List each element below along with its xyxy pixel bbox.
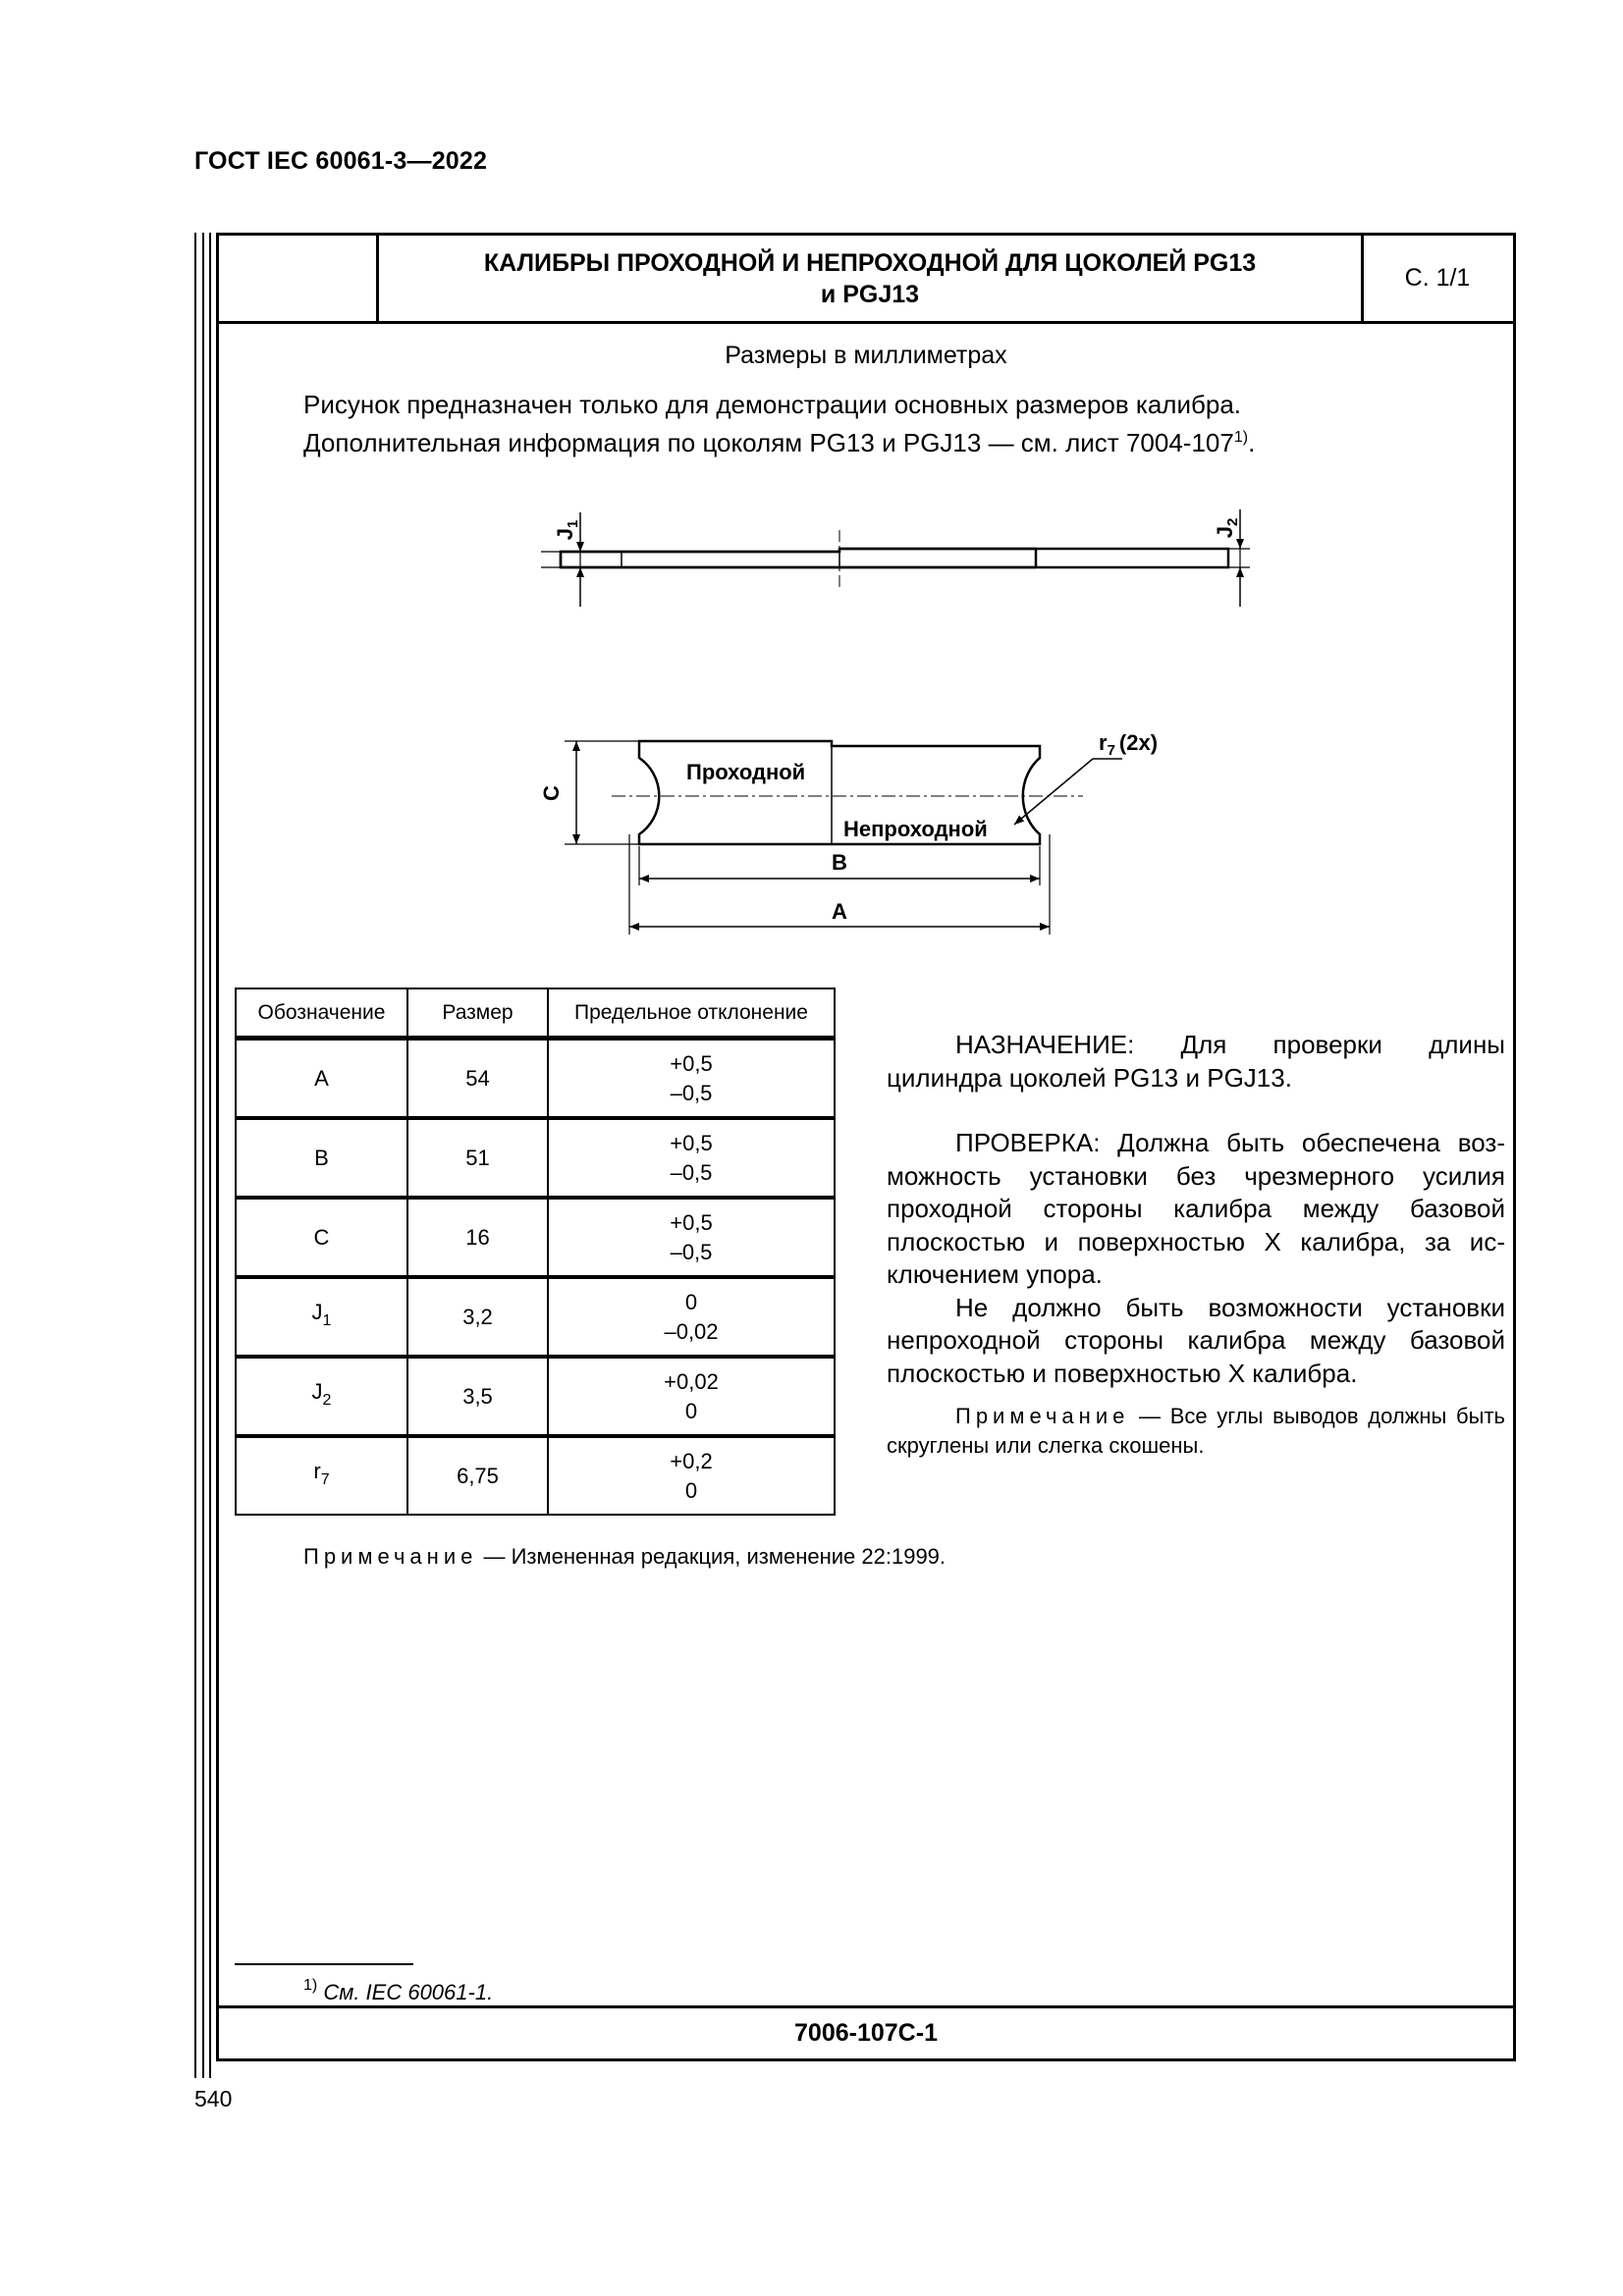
cell-tolerance: 0 –0,02 (548, 1277, 835, 1357)
cell-size: 16 (407, 1198, 548, 1277)
label-a: A (832, 899, 847, 924)
table-row (236, 1357, 835, 1436)
cell-tolerance: +0,5 –0,5 (548, 1118, 835, 1198)
spec-table (235, 988, 836, 1516)
side-note: Примечание — Все углы выводов должны быть скруглены или слегка скошены. (887, 1404, 1505, 1458)
sheet-number: С. 1/1 (1404, 264, 1471, 292)
cell-tolerance: +0,02 0 (548, 1357, 835, 1436)
cell-symbol: $J_2$ (236, 1357, 407, 1436)
table-header-row (236, 988, 835, 1039)
binding-line (194, 233, 196, 2078)
label-b: B (832, 850, 847, 875)
intro-line2: Дополнительная информация по цоколям PG13 и PGJ13 — см. лист 7004-107 (303, 428, 1234, 457)
cell-symbol: A (236, 1039, 407, 1119)
cell-symbol: $J_1$ (236, 1277, 407, 1357)
footnote: $^{1)}$ См. IEC 60061-1. (303, 1977, 494, 2004)
cell-size: 51 (407, 1118, 548, 1198)
cell-symbol: C (236, 1198, 407, 1277)
intro-line2-end: . (1248, 428, 1256, 457)
table-row (236, 1039, 835, 1119)
sheet-title-line2: и PGJ13 (820, 280, 920, 308)
document-header: ГОСТ IEC 60061-3—2022 (194, 147, 488, 175)
table-row (236, 1118, 835, 1198)
intro-footnote-mark: 1) (1233, 429, 1249, 446)
label-radius: $r_7$ (2x) (1099, 730, 1159, 759)
description-text (887, 1029, 1505, 1461)
cell-symbol: $r_7$ (236, 1436, 407, 1515)
side-view (561, 530, 1228, 589)
table-row (236, 1436, 835, 1515)
cell-size: 54 (407, 1039, 548, 1119)
page-number: 540 (194, 2086, 233, 2111)
radius-leader (1014, 759, 1093, 825)
side-view-outline (561, 549, 1228, 567)
binding-line (209, 233, 211, 2078)
gauge-drawing (219, 236, 1515, 982)
sheet-code: 7006-107C-1 (219, 2005, 1513, 2058)
cell-tolerance: +0,5 –0,5 (548, 1039, 835, 1119)
table-row (236, 1277, 835, 1357)
intro-line1: Рисунок предназначен только для демонстрации основных размеров калибра. (303, 390, 1242, 419)
cell-tolerance: +0,5 –0,5 (548, 1198, 835, 1277)
label-j2: $J_2$ (1213, 517, 1241, 539)
label-c: C (539, 785, 564, 801)
header-tolerance: Предельное отклонение (548, 988, 835, 1039)
label-no-go: Непроходной (843, 817, 988, 841)
check-paragraph: ПРОВЕРКА: Должна быть обеспечена возможность установки без чрезмерного усилия проходной стороны калибра между базовой плоскостью и поверхностью X калибра, за исключением упора. (887, 1128, 1505, 1289)
cell-size: 3,2 (407, 1277, 548, 1357)
cell-symbol: B (236, 1118, 407, 1198)
sheet-title-line1: КАЛИБРЫ ПРОХОДНОЙ И НЕПРОХОДНОЙ ДЛЯ ЦОКОЛЕЙ PG13 (483, 248, 1257, 277)
label-go: Проходной (686, 760, 806, 784)
dimensions-note: Размеры в миллиметрах (725, 342, 1007, 369)
cell-size: 6,75 (407, 1436, 548, 1515)
footnote-separator (235, 1963, 413, 1965)
revision-note: Примечание — Измененная редакция, изменение 22:1999. (303, 1544, 947, 1569)
label-j1: $J_1$ (553, 519, 581, 541)
check-paragraph-2: Не должно быть возможности установки непроходной стороны калибра между базовой плоскостью и поверхностью X калибра. (887, 1292, 1505, 1388)
binding-line (202, 233, 204, 2078)
cell-size: 3,5 (407, 1357, 548, 1436)
header-size: Размер (407, 988, 548, 1039)
sheet-frame (216, 233, 1516, 2061)
purpose-paragraph: НАЗНАЧЕНИЕ: Для проверки длины цилиндра цоколей PG13 и PGJ13. (887, 1030, 1505, 1093)
cell-tolerance: +0,2 0 (548, 1436, 835, 1515)
table-row (236, 1198, 835, 1277)
header-symbol: Обозначение (236, 988, 407, 1039)
